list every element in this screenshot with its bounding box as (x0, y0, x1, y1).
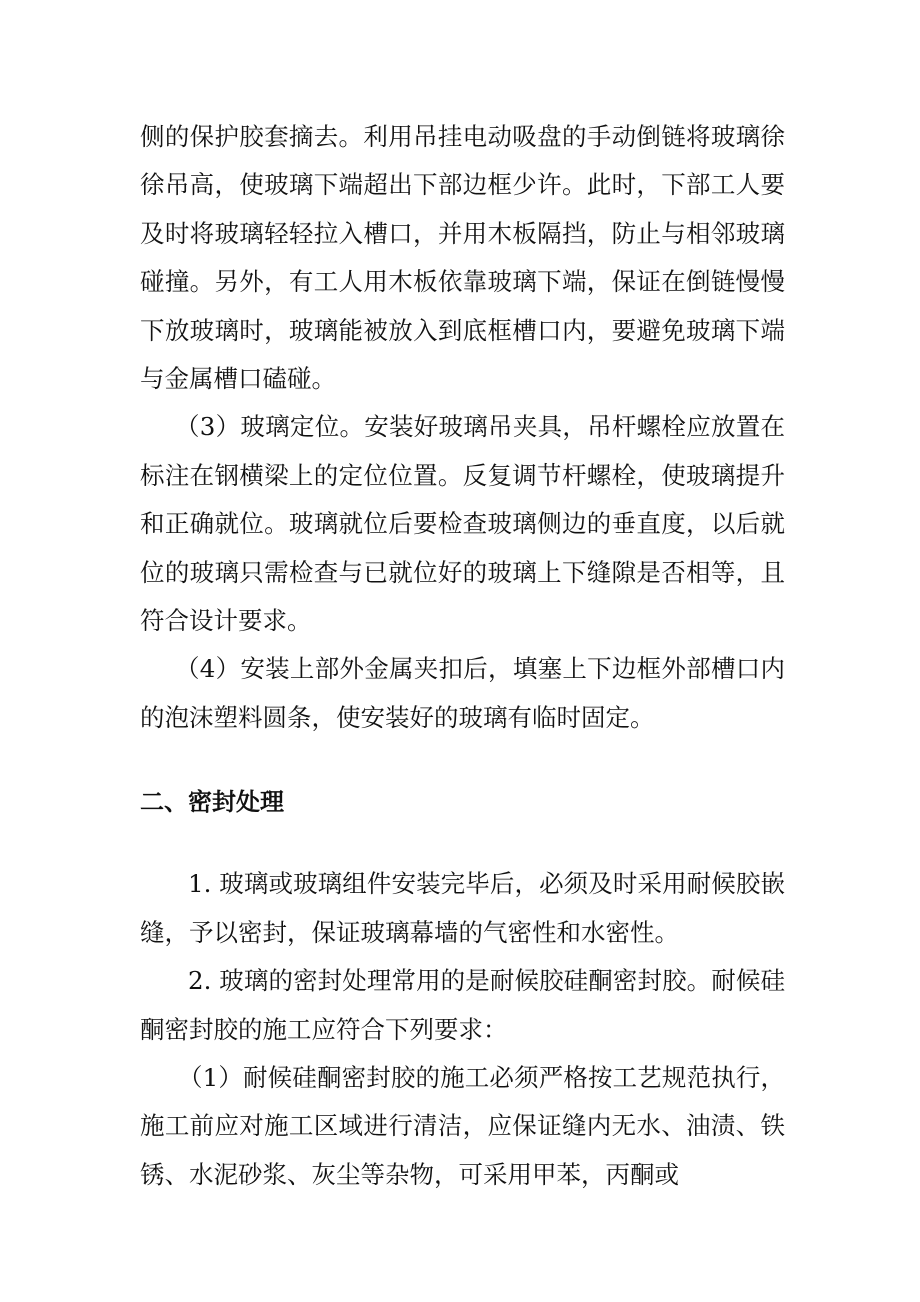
paragraph-temporary-fixing: （4）安装上部外金属夹扣后，填塞上下边框外部槽口内的泡沫塑料圆条，使安装好的玻璃有临时固定。 (140, 654, 785, 732)
paragraph-sealing-step-2: 2. 玻璃的密封处理常用的是耐候胶硅酮密封胶。耐候硅酮密封胶的施工应符合下列要求： (140, 966, 785, 1044)
paragraph-glass-positioning: （3）玻璃定位。安装好玻璃吊夹具，吊杆螺栓应放置在标注在钢横梁上的定位位置。反复调节杆螺栓，使玻璃提升和正确就位。玻璃就位后要检查玻璃侧边的垂直度，以后就位的玻璃只需检查与已就位好的玻璃上下缝隙是否相等，且符合设计要求。 (140, 412, 785, 636)
paragraph-sealing-requirement-1: （1）耐候硅酮密封胶的施工必须严格按工艺规范执行，施工前应对施工区域进行清洁，应保证缝内无水、油渍、铁锈、水泥砂浆、灰尘等杂物，可采用甲苯，丙酮或 (140, 1062, 785, 1189)
paragraph-sealing-step-1: 1. 玻璃或玻璃组件安装完毕后，必须及时采用耐候胶嵌缝，予以密封，保证玻璃幕墙的气密性和水密性。 (140, 869, 785, 947)
document-page (140, 113, 785, 1199)
paragraph-glass-lifting: 侧的保护胶套摘去。利用吊挂电动吸盘的手动倒链将玻璃徐徐吊高，使玻璃下端超出下部边框少许。此时，下部工人要及时将玻璃轻轻拉入槽口，并用木板隔挡，防止与相邻玻璃碰撞。另外，有工人用木板依靠玻璃下端，保证在倒链慢慢下放玻璃时，玻璃能被放入到底框槽口内，要避免玻璃下端与金属槽口磕碰。 (140, 122, 785, 394)
section-heading: 二、密封处理 (140, 788, 284, 817)
